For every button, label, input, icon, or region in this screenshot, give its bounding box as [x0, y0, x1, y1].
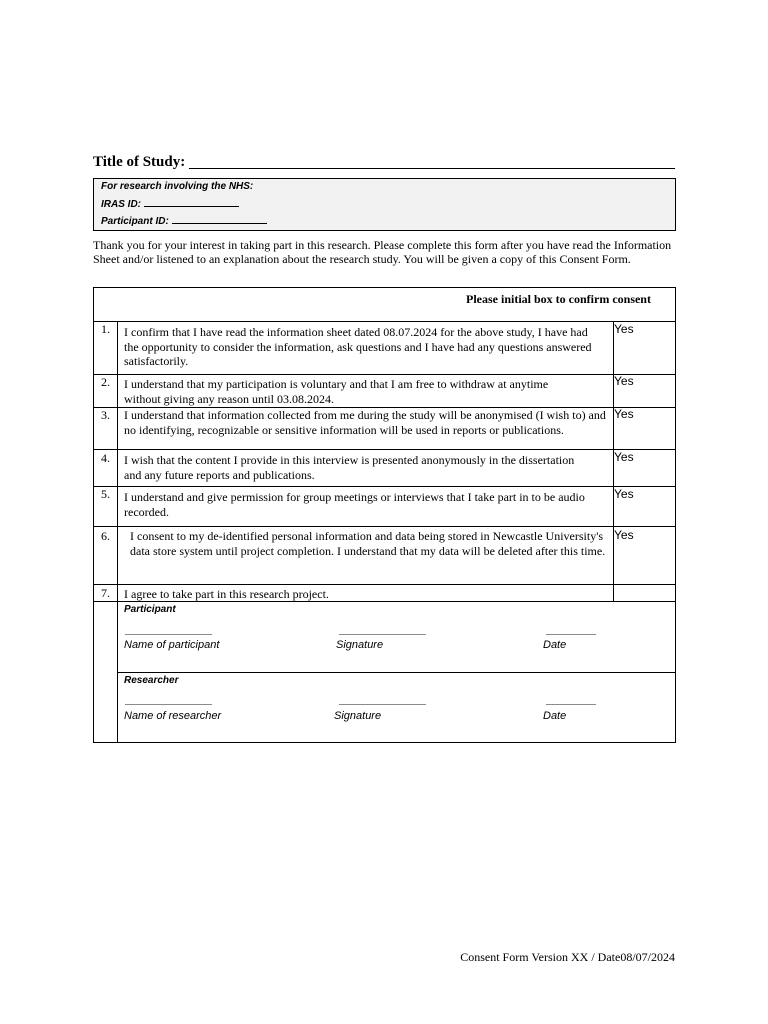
- consent-answer-5[interactable]: Yes: [614, 487, 634, 501]
- participant-id-field[interactable]: [172, 214, 267, 224]
- researcher-date-line[interactable]: ________: [546, 692, 596, 706]
- table-header: Please initial box to confirm consent: [466, 292, 651, 306]
- consent-statement-7: I agree to take part in this research project.: [124, 587, 329, 601]
- participant-id-label: Participant ID:: [101, 216, 169, 227]
- study-title-label: Title of Study:: [93, 154, 186, 170]
- researcher-name-line[interactable]: ______________: [125, 692, 212, 706]
- consent-answer-4[interactable]: Yes: [614, 450, 634, 464]
- iras-id-row: [101, 197, 239, 210]
- consent-answer-2[interactable]: Yes: [614, 374, 634, 388]
- item-number: 6.: [101, 529, 110, 543]
- consent-answer-3[interactable]: Yes: [614, 407, 634, 421]
- researcher-date-label: Date: [543, 710, 567, 722]
- intro-paragraph: Thank you for your interest in taking part in this research. Please complete this form after you have read the Information Sheet and/or listened to an explanation about the research study. You will be given a copy of this Consent Form.: [93, 238, 672, 266]
- study-title-field[interactable]: [189, 168, 675, 169]
- researcher-name-label: Name of researcher: [124, 710, 222, 722]
- participant-signature-label: Signature: [336, 639, 384, 651]
- consent-statement-5: I understand and give permission for group meetings or interviews that I take part in to be audio recorded.: [124, 490, 585, 519]
- page-footer: Consent Form Version XX / Date08/07/2024: [460, 950, 675, 964]
- participant-heading: Participant: [124, 604, 176, 615]
- consent-table: [93, 287, 676, 743]
- consent-statement-6: I consent to my de-identified personal information and data being stored in Newcastle University's data store system until project completion. I understand that my data will be deleted after this time.: [130, 529, 606, 558]
- researcher-signature-label: Signature: [334, 710, 382, 722]
- consent-statement-1: I confirm that I have read the information sheet dated 08.07.2024 for the above study, I have had the opportunity to consider the information, ask questions and I have had any questions answered satisfactorily.: [124, 325, 592, 368]
- nhs-info-box: [93, 178, 676, 231]
- consent-statement-2: I understand that my participation is voluntary and that I am free to withdraw at anytime without giving any reason until 03.08.2024.: [124, 377, 549, 406]
- consent-statement-3: I understand that information collected from me during the study will be anonymised (I wish to) and no identifying, recognizable or sensitive information will be used in reports or publications.: [124, 408, 606, 437]
- consent-statement-4: I wish that the content I provide in this interview is presented anonymously in the dissertation and any future reports and publications.: [124, 453, 575, 482]
- participant-date-line[interactable]: ________: [546, 622, 596, 636]
- study-title-row: [93, 153, 675, 171]
- item-number: 1.: [101, 322, 110, 336]
- iras-id-label: IRAS ID:: [101, 199, 141, 210]
- consent-answer-1[interactable]: Yes: [614, 322, 634, 336]
- participant-name-line[interactable]: ______________: [125, 622, 212, 636]
- participant-id-row: [101, 214, 267, 227]
- item-number: 4.: [101, 451, 110, 465]
- researcher-heading: Researcher: [124, 675, 179, 686]
- item-number: 3.: [101, 408, 110, 422]
- participant-name-label: Name of participant: [124, 639, 220, 651]
- iras-id-field[interactable]: [144, 197, 239, 207]
- participant-signature-line[interactable]: ______________: [339, 622, 426, 636]
- researcher-signature-line[interactable]: ______________: [339, 692, 426, 706]
- item-number: 5.: [101, 487, 110, 501]
- item-number: 7.: [101, 586, 110, 600]
- nhs-heading: For research involving the NHS:: [101, 181, 254, 192]
- consent-answer-6[interactable]: Yes: [614, 528, 634, 542]
- item-number: 2.: [101, 375, 110, 389]
- participant-date-label: Date: [543, 639, 567, 651]
